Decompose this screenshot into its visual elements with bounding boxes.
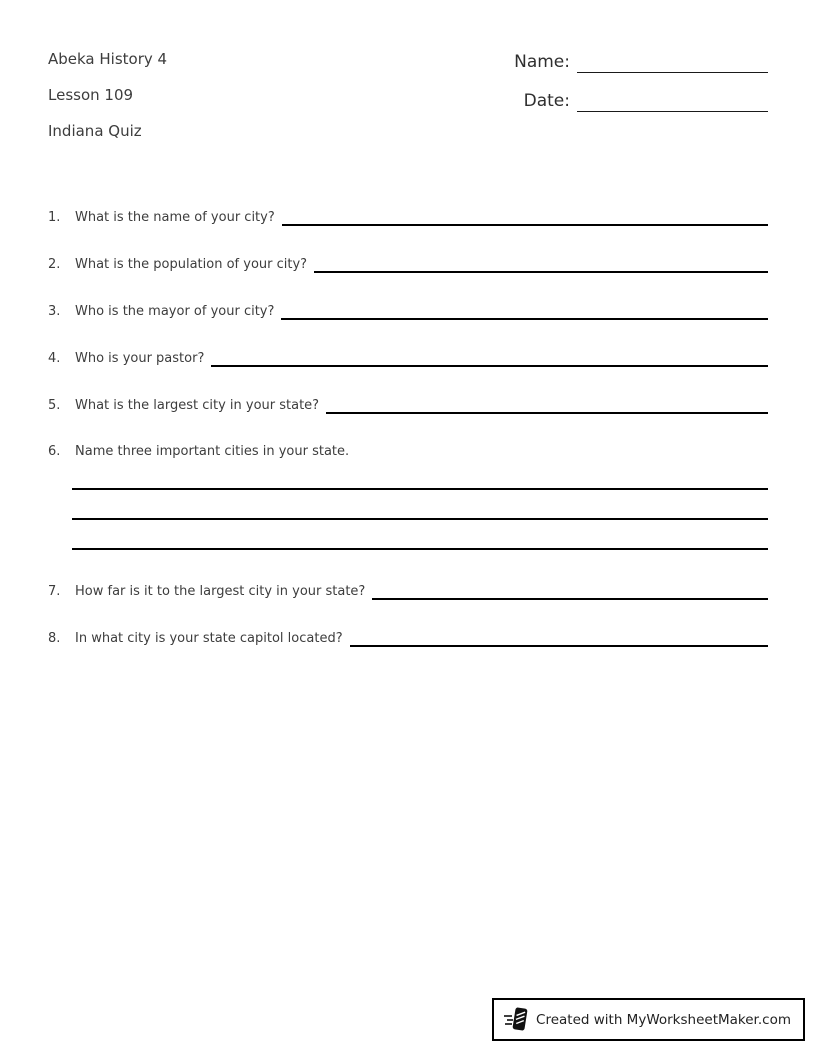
question-row-5 [48,395,768,415]
answer-line [350,628,768,647]
answer-line [372,581,768,600]
question-text: What is the population of your city? [75,257,308,272]
footer-credit-badge [492,998,805,1041]
answer-line [281,301,768,320]
question-number: 8. [48,631,61,646]
question-number: 3. [48,304,61,319]
date-blank-line [577,89,768,112]
name-label: Name: [514,52,570,72]
question-6-answer-lines [72,461,768,550]
answer-line [326,395,768,414]
question-number: 4. [48,351,61,366]
answer-line [72,461,768,490]
question-number: 7. [48,584,61,599]
student-fields [506,50,768,112]
question-text: In what city is your state capitol located? [75,631,343,646]
date-field-row [506,89,768,112]
answer-line [72,490,768,520]
quiz-title: Indiana Quiz [48,122,142,140]
question-text: Who is the mayor of your city? [75,304,275,319]
header-meta [48,50,167,158]
course-title: Abeka History 4 [48,50,168,68]
header [48,50,768,158]
question-row-4 [48,348,768,368]
question-text: Name three important cities in your state. [75,444,350,459]
question-number: 5. [48,398,61,413]
worksheet-maker-logo-icon [504,1006,528,1033]
answer-line [211,348,768,367]
question-list [48,207,768,648]
question-row-1 [48,207,768,227]
footer-credit-text: Created with MyWorksheetMaker.com [536,1011,791,1028]
question-text: What is the name of your city? [75,210,275,225]
question-row-6 [48,442,768,461]
question-text: What is the largest city in your state? [75,398,320,413]
question-text: How far is it to the largest city in your state? [75,584,366,599]
question-row-3 [48,301,768,321]
question-row-7 [48,581,768,601]
answer-line [314,254,768,273]
name-blank-line [577,50,768,73]
question-number: 6. [48,444,61,459]
lesson-number: Lesson 109 [48,86,134,104]
answer-line [72,520,768,550]
question-number: 2. [48,257,61,272]
question-row-8 [48,628,768,648]
date-label: Date: [523,91,570,111]
answer-line [282,207,768,226]
name-field-row [506,50,768,73]
question-text: Who is your pastor? [75,351,205,366]
question-row-2 [48,254,768,274]
question-number: 1. [48,210,61,225]
